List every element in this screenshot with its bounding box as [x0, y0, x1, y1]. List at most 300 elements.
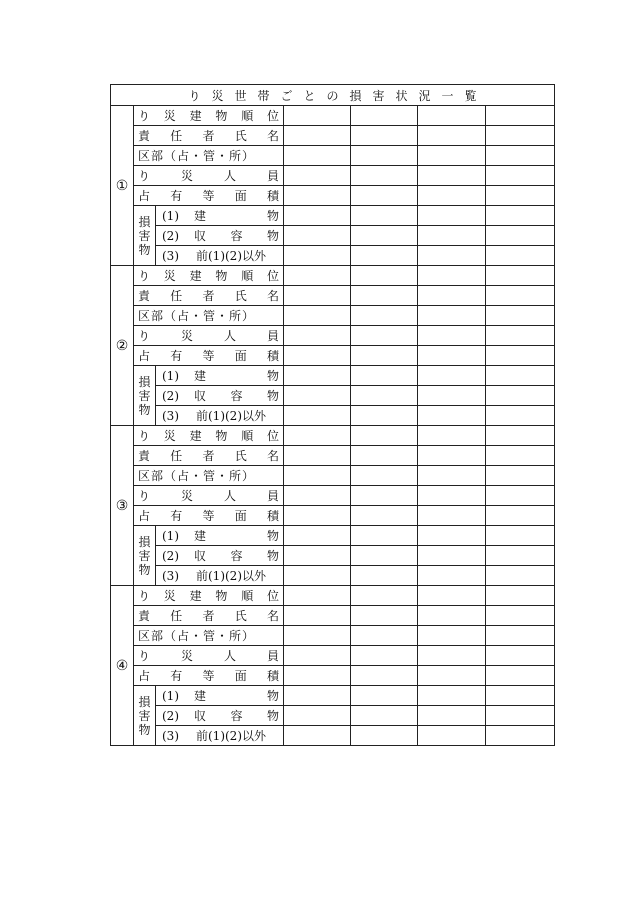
label-char: 容: [230, 549, 243, 563]
label-char: 等: [202, 669, 215, 683]
data-cell[interactable]: [486, 406, 555, 426]
data-cell[interactable]: [486, 126, 555, 146]
data-cell[interactable]: [351, 146, 418, 166]
data-cell[interactable]: [486, 266, 555, 286]
data-cell[interactable]: [486, 486, 555, 506]
damage-item-number: (1): [162, 368, 179, 383]
label-char: 位: [266, 269, 279, 283]
data-cell[interactable]: [284, 146, 351, 166]
damage-item-label: [186, 387, 279, 404]
data-cell[interactable]: [486, 186, 555, 206]
label-char: 物: [266, 689, 279, 703]
label-damage-item: [156, 526, 284, 546]
data-cell[interactable]: [418, 546, 486, 566]
label-char: 建: [189, 269, 202, 283]
data-cell[interactable]: [486, 386, 555, 406]
label-char: 建: [189, 589, 202, 603]
data-cell[interactable]: [284, 506, 351, 526]
damage-group-char: 害: [138, 708, 151, 723]
data-cell[interactable]: [284, 706, 351, 726]
data-cell[interactable]: [486, 286, 555, 306]
label-char: 有: [170, 509, 183, 523]
data-cell[interactable]: [486, 606, 555, 626]
label-char: 災: [180, 329, 193, 343]
data-cell[interactable]: [418, 626, 486, 646]
damage-group-label: [134, 686, 156, 746]
table-row: [111, 506, 555, 526]
label-disaster-building-rank-text: [134, 587, 283, 604]
data-cell[interactable]: [351, 446, 418, 466]
data-cell[interactable]: [418, 446, 486, 466]
data-cell[interactable]: [418, 706, 486, 726]
data-cell[interactable]: [486, 466, 555, 486]
label-char: 物: [266, 369, 279, 383]
data-cell[interactable]: [351, 726, 418, 746]
label-char: 面: [234, 509, 247, 523]
label-char: 員: [266, 329, 279, 343]
label-responsible-person-name: [134, 606, 284, 626]
label-affected-persons-text: [134, 487, 283, 504]
data-cell[interactable]: [418, 106, 486, 126]
data-cell[interactable]: [351, 686, 418, 706]
data-cell[interactable]: [486, 306, 555, 326]
data-cell[interactable]: [418, 346, 486, 366]
data-cell[interactable]: [418, 206, 486, 226]
data-cell[interactable]: [486, 646, 555, 666]
data-cell[interactable]: [284, 486, 351, 506]
data-cell[interactable]: [418, 126, 486, 146]
data-cell[interactable]: [418, 426, 486, 446]
data-cell[interactable]: [284, 126, 351, 146]
label-affected-persons-text: [134, 647, 283, 664]
label-responsible-person-name-text: [134, 607, 283, 624]
label-char: 氏: [234, 289, 247, 303]
data-cell[interactable]: [284, 466, 351, 486]
damage-group-char: 物: [138, 722, 151, 737]
data-cell[interactable]: [418, 506, 486, 526]
damage-group-label: [134, 526, 156, 586]
label-char: 災: [163, 429, 176, 443]
label-responsible-person-name-text: [134, 447, 283, 464]
damage-item-text: [156, 247, 283, 264]
table-row: [111, 566, 555, 586]
damage-item-text: [156, 387, 283, 404]
label-char: 容: [230, 229, 243, 243]
data-cell[interactable]: [418, 406, 486, 426]
data-cell[interactable]: [284, 626, 351, 646]
data-cell[interactable]: [486, 166, 555, 186]
table-row: [111, 346, 555, 366]
label-affected-persons-text: [134, 167, 283, 184]
table-title: り災世帯ごとの損害状況一覧: [188, 88, 488, 103]
label-char: 物: [215, 429, 228, 443]
label-damage-item: [156, 386, 284, 406]
data-cell[interactable]: [418, 466, 486, 486]
data-cell[interactable]: [418, 166, 486, 186]
data-cell[interactable]: [351, 286, 418, 306]
data-cell[interactable]: [351, 526, 418, 546]
label-char: 物: [266, 709, 279, 723]
label-damage-item: [156, 226, 284, 246]
data-cell[interactable]: [351, 266, 418, 286]
damage-item-number: (2): [162, 708, 179, 723]
table-title-cell: [111, 85, 555, 106]
data-cell[interactable]: [486, 426, 555, 446]
data-cell[interactable]: [486, 106, 555, 126]
data-cell[interactable]: [486, 586, 555, 606]
data-cell[interactable]: [284, 586, 351, 606]
label-disaster-building-rank: [134, 106, 284, 126]
data-cell[interactable]: [351, 646, 418, 666]
label-char: り: [138, 589, 151, 603]
data-cell[interactable]: [351, 626, 418, 646]
data-cell[interactable]: [486, 226, 555, 246]
table-row: [111, 206, 555, 226]
damage-item-label: [186, 367, 279, 384]
damage-item-text: [156, 567, 283, 584]
label-occupied-area-text: [134, 187, 283, 204]
label-damage-item: [156, 406, 284, 426]
data-cell[interactable]: [418, 306, 486, 326]
data-cell[interactable]: [486, 326, 555, 346]
data-cell[interactable]: [351, 386, 418, 406]
damage-status-table: [110, 84, 555, 746]
data-cell[interactable]: [351, 466, 418, 486]
table-row: [111, 686, 555, 706]
data-cell[interactable]: [418, 586, 486, 606]
data-cell[interactable]: [486, 526, 555, 546]
damage-item-number: (2): [162, 228, 179, 243]
table-row: [111, 646, 555, 666]
damage-item-label: [186, 207, 279, 224]
data-cell[interactable]: [284, 186, 351, 206]
damage-item-number: (3): [162, 568, 179, 583]
label-char: 面: [234, 349, 247, 363]
damage-item-label: [186, 527, 279, 544]
label-char: 物: [266, 209, 279, 223]
data-cell[interactable]: [486, 566, 555, 586]
data-cell[interactable]: [486, 686, 555, 706]
data-cell[interactable]: [351, 606, 418, 626]
damage-group-char: 害: [138, 228, 151, 243]
data-cell[interactable]: [486, 626, 555, 646]
data-cell[interactable]: [284, 546, 351, 566]
label-responsible-person-name: [134, 286, 284, 306]
data-cell[interactable]: [351, 226, 418, 246]
label-char: 収: [194, 229, 207, 243]
data-cell[interactable]: [284, 226, 351, 246]
damage-item-text: [156, 727, 283, 744]
data-cell[interactable]: [486, 446, 555, 466]
label-char: 物: [215, 269, 228, 283]
data-cell[interactable]: [284, 646, 351, 666]
data-cell[interactable]: [284, 726, 351, 746]
label-damage-item: [156, 566, 284, 586]
label-char: 員: [266, 169, 279, 183]
data-cell[interactable]: [418, 226, 486, 246]
data-cell[interactable]: [351, 326, 418, 346]
data-cell[interactable]: [418, 526, 486, 546]
label-affected-persons: [134, 646, 284, 666]
label-char: り: [138, 169, 151, 183]
data-cell[interactable]: [284, 206, 351, 226]
label-damage-item: [156, 726, 284, 746]
damage-group-char: 害: [138, 388, 151, 403]
data-cell[interactable]: [351, 166, 418, 186]
data-cell[interactable]: [418, 326, 486, 346]
data-cell[interactable]: [284, 106, 351, 126]
label-char: 順: [241, 429, 254, 443]
data-cell[interactable]: [284, 266, 351, 286]
label-category-text: 区部（占・管・所）: [138, 149, 256, 163]
data-cell[interactable]: [351, 666, 418, 686]
data-cell[interactable]: [418, 186, 486, 206]
label-char: 等: [202, 189, 215, 203]
table-row: [111, 126, 555, 146]
label-char: 占: [138, 669, 151, 683]
data-cell[interactable]: [351, 566, 418, 586]
label-char: 位: [266, 429, 279, 443]
data-cell[interactable]: [418, 386, 486, 406]
damage-item-text: [156, 367, 283, 384]
data-cell[interactable]: [418, 606, 486, 626]
label-char: 任: [170, 129, 183, 143]
label-category-text: 区部（占・管・所）: [138, 309, 256, 323]
label-char: 災: [163, 269, 176, 283]
damage-item-number: (3): [162, 248, 179, 263]
label-char: 建: [194, 689, 207, 703]
label-char: 災: [180, 649, 193, 663]
data-cell[interactable]: [486, 206, 555, 226]
data-cell[interactable]: [284, 406, 351, 426]
data-cell[interactable]: [351, 246, 418, 266]
label-char: 順: [241, 109, 254, 123]
data-cell[interactable]: [351, 706, 418, 726]
label-char: 災: [180, 169, 193, 183]
data-cell[interactable]: [351, 106, 418, 126]
label-char: 等: [202, 349, 215, 363]
label-char: 建: [194, 209, 207, 223]
damage-item-number: (2): [162, 388, 179, 403]
data-cell[interactable]: [418, 246, 486, 266]
label-char: り: [138, 269, 151, 283]
data-cell[interactable]: [284, 446, 351, 466]
label-char: 物: [266, 529, 279, 543]
label-char: 責: [138, 289, 151, 303]
label-affected-persons: [134, 326, 284, 346]
label-damage-item: [156, 546, 284, 566]
label-char: 積: [266, 509, 279, 523]
label-responsible-person-name: [134, 126, 284, 146]
label-category: [134, 146, 284, 166]
data-cell[interactable]: [351, 506, 418, 526]
label-char: 物: [266, 229, 279, 243]
data-cell[interactable]: [284, 426, 351, 446]
data-cell[interactable]: [351, 126, 418, 146]
data-cell[interactable]: [418, 266, 486, 286]
data-cell[interactable]: [418, 566, 486, 586]
label-char: 有: [170, 349, 183, 363]
data-cell[interactable]: [486, 726, 555, 746]
label-char: 物: [215, 589, 228, 603]
damage-item-number: (1): [162, 208, 179, 223]
data-cell[interactable]: [486, 246, 555, 266]
section-number: ④: [111, 586, 134, 746]
label-char: 責: [138, 449, 151, 463]
label-char: 責: [138, 609, 151, 623]
data-cell[interactable]: [486, 506, 555, 526]
label-char: 建: [194, 369, 207, 383]
label-char: 名: [266, 129, 279, 143]
label-damage-item: [156, 246, 284, 266]
label-char: 建: [189, 429, 202, 443]
label-char: 建: [194, 529, 207, 543]
label-char: 面: [234, 189, 247, 203]
label-occupied-area-text: [134, 667, 283, 684]
table-row: [111, 186, 555, 206]
data-cell[interactable]: [351, 346, 418, 366]
label-char: 収: [194, 549, 207, 563]
data-cell[interactable]: [284, 386, 351, 406]
table-row: [111, 606, 555, 626]
label-char: 責: [138, 129, 151, 143]
label-char: 収: [194, 709, 207, 723]
table-row: [111, 546, 555, 566]
table-row: [111, 146, 555, 166]
table-row: [111, 386, 555, 406]
table-row: [111, 306, 555, 326]
table-row: [111, 246, 555, 266]
label-char: 氏: [234, 609, 247, 623]
label-char: 容: [230, 389, 243, 403]
data-cell[interactable]: [418, 286, 486, 306]
table-row: [111, 666, 555, 686]
data-cell[interactable]: [418, 486, 486, 506]
damage-item-text: [156, 547, 283, 564]
label-char: り: [138, 429, 151, 443]
label-char: 災: [163, 589, 176, 603]
data-cell[interactable]: [351, 206, 418, 226]
damage-group-label: [134, 366, 156, 426]
label-char: 者: [202, 289, 215, 303]
data-cell[interactable]: [418, 366, 486, 386]
data-cell[interactable]: [418, 726, 486, 746]
data-cell[interactable]: [284, 606, 351, 626]
data-cell[interactable]: [351, 426, 418, 446]
data-cell[interactable]: [486, 706, 555, 726]
data-cell[interactable]: [284, 526, 351, 546]
table-row: [111, 366, 555, 386]
label-char: 氏: [234, 449, 247, 463]
label-disaster-building-rank-text: [134, 267, 283, 284]
label-char: 員: [266, 489, 279, 503]
label-char: 員: [266, 649, 279, 663]
label-damage-item: [156, 206, 284, 226]
damage-item-number: (2): [162, 548, 179, 563]
data-cell[interactable]: [351, 586, 418, 606]
label-disaster-building-rank: [134, 426, 284, 446]
data-cell[interactable]: [486, 366, 555, 386]
label-disaster-building-rank-text: [134, 427, 283, 444]
data-cell[interactable]: [351, 546, 418, 566]
section-number: ③: [111, 426, 134, 586]
data-cell[interactable]: [351, 366, 418, 386]
data-cell[interactable]: [351, 306, 418, 326]
data-cell[interactable]: [284, 326, 351, 346]
label-char: 占: [138, 189, 151, 203]
label-char: 位: [266, 589, 279, 603]
table-row: [111, 286, 555, 306]
data-cell[interactable]: [486, 666, 555, 686]
data-cell[interactable]: [351, 406, 418, 426]
damage-item-label: 前(1)(2)以外: [196, 569, 266, 583]
label-category: [134, 466, 284, 486]
data-cell[interactable]: [486, 546, 555, 566]
data-cell[interactable]: [418, 146, 486, 166]
data-cell[interactable]: [418, 686, 486, 706]
data-cell[interactable]: [351, 186, 418, 206]
data-cell[interactable]: [418, 646, 486, 666]
label-char: 建: [189, 109, 202, 123]
label-char: り: [138, 329, 151, 343]
label-char: 有: [170, 669, 183, 683]
label-damage-item: [156, 706, 284, 726]
section-number: ①: [111, 106, 134, 266]
label-category-text: 区部（占・管・所）: [138, 469, 256, 483]
label-char: り: [138, 489, 151, 503]
label-char: 任: [170, 609, 183, 623]
label-char: 人: [223, 489, 236, 503]
data-cell[interactable]: [486, 346, 555, 366]
data-cell[interactable]: [284, 346, 351, 366]
label-char: 名: [266, 289, 279, 303]
label-char: 占: [138, 349, 151, 363]
data-cell[interactable]: [418, 666, 486, 686]
data-cell[interactable]: [284, 566, 351, 586]
data-cell[interactable]: [486, 146, 555, 166]
label-char: 人: [223, 329, 236, 343]
data-cell[interactable]: [284, 246, 351, 266]
damage-group-char: 物: [138, 402, 151, 417]
data-cell[interactable]: [284, 686, 351, 706]
data-cell[interactable]: [284, 306, 351, 326]
data-cell[interactable]: [284, 366, 351, 386]
label-damage-item: [156, 366, 284, 386]
section-number: ②: [111, 266, 134, 426]
label-char: 災: [163, 109, 176, 123]
table-row: [111, 426, 555, 446]
damage-group-char: 損: [138, 214, 151, 229]
data-cell[interactable]: [284, 286, 351, 306]
damage-group-char: 害: [138, 548, 151, 563]
table-row: [111, 226, 555, 246]
label-occupied-area-text: [134, 347, 283, 364]
data-cell[interactable]: [284, 166, 351, 186]
data-cell[interactable]: [351, 486, 418, 506]
table-row: [111, 466, 555, 486]
data-cell[interactable]: [284, 666, 351, 686]
table-row: [111, 326, 555, 346]
label-char: 容: [230, 709, 243, 723]
label-responsible-person-name-text: [134, 287, 283, 304]
label-char: 占: [138, 509, 151, 523]
damage-item-label: [186, 227, 279, 244]
label-occupied-area: [134, 186, 284, 206]
label-char: 順: [241, 589, 254, 603]
damage-item-number: (3): [162, 728, 179, 743]
table-row: [111, 706, 555, 726]
damage-group-char: 物: [138, 562, 151, 577]
